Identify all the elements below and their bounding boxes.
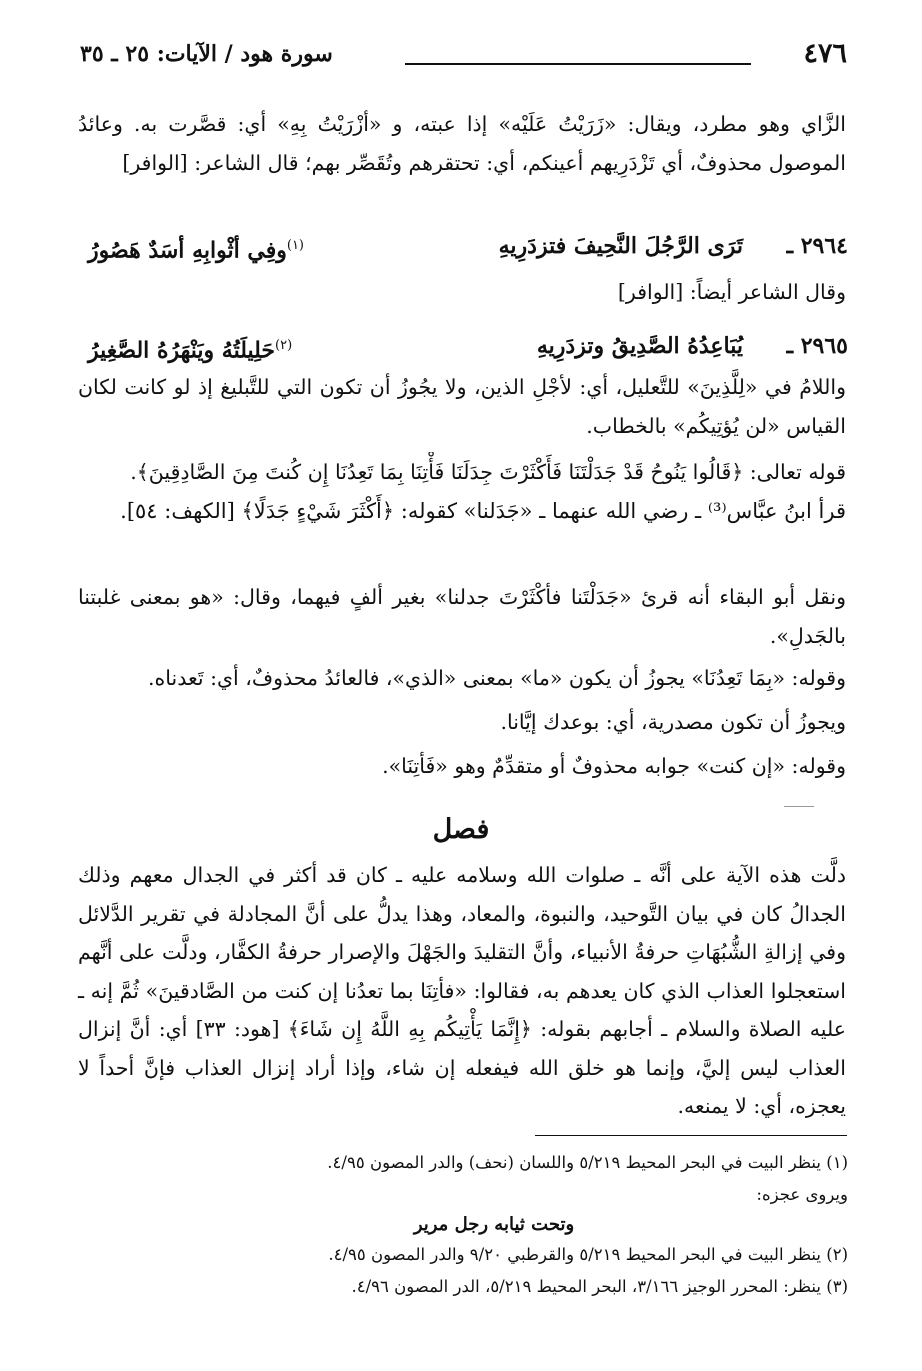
footnote-rule (535, 1135, 847, 1136)
paragraph-4: ونقل أبو البقاء أنه قرئ «جَدَلْتَنا فأكْثَرْتَ جدلنا» بغير ألفٍ فيهما، وقال: «هو بمعنى غلبتنا بالجَدلِ». (78, 585, 846, 648)
footnote-1: (١) ينظر البيت في البحر المحيط ٥/٢١٩ واللسان (نحف) والدر المصون ٤/٩٥. (327, 1153, 848, 1172)
header-rule (405, 63, 751, 65)
paragraph-3: قرأ ابنُ عبَّاس⁽³⁾ ـ رضي الله عنهما ـ «جَدَلنا» كقوله: ﴿أَكْثَرَ شَيْءٍ جَدَلًا﴾ [الكهف: ٥٤]. (120, 499, 846, 523)
line-7: وقوله: «إن كنت» جوابه محذوفٌ أو متقدِّمٌ وهو «فَأتِنَا». (382, 754, 846, 778)
footnote-1-verse: وتحت ثيابه رجل مرير (413, 1214, 575, 1235)
paragraph-1: الزَّاي وهو مطرد، ويقال: «زَرَيْتُ عَلَيْه» إذا عبته، و «أزْرَيْتُ بِهِ» أي: قصَّرت به. وعائدُ الموصول محذوفٌ، أي تَزْدَرِيهم أعينكم، أي: تحتقرهم وتُقَصِّر بهم؛ قال الشاعر: [الوافر] (78, 112, 846, 175)
footnote-3: (٣) ينظر: المحرر الوجيز ٣/١٦٦، البحر المحيط ٥/٢١٩، الدر المصون ٤/٩٦. (351, 1277, 848, 1296)
paragraph-8: دلَّت هذه الآية على أنَّه ـ صلوات الله وسلامه عليه ـ كان قد أكثر في الجدال معهم وذلك الجدالُ كان في بيان التَّوحيد، والنبوة، والمعاد، وهذا يدلُّ على أنَّ المجادلة في تقرير الدَّلائل وفي إزالةِ الشُّبُهَاتِ حرفةُ الأنبياء، وأنَّ التقليدَ والجَهْلَ والإصرار حرفةُ الكفَّار، ودلَّت على أنَّهم استعجلوا العذاب الذي كان يعدهم به، فقالوا: «فأتِنَا بما تعدُنا إن كنت من الصَّادقينَ» ثُمَّ إنه ـ عليه الصلاة والسلام ـ أجابهم بقوله: ﴿إِنَّمَا يَأْتِيكُم بِهِ اللَّهُ إِن شَاءَ﴾ [هود: ٣٣] أي: أنَّ إنزال العذاب ليس إليَّ، وإنما هو خلق الله فيفعله إن شاء، وإذا أراد إنزال العذاب فإنَّ أحداً لا يعجزه، أي: لا يمنعه. (78, 863, 846, 1118)
quran-verse-line: قوله تعالى: ﴿قَالُوا يَنُوحُ قَدْ جَدَلْتَنَا فَأَكْثَرْتَ جِدَلَنَا فَأْتِنَا بِمَا تَعِدُنَا إِن كُنتَ مِنَ الصَّادِقِينَ﴾. (130, 460, 846, 484)
verse-2964 (78, 222, 848, 270)
verse-hemistich-2: $^{(١)}$وفِي أثْوابِهِ أسَدٌ هَصُورُ (88, 237, 304, 264)
verse-2965 (78, 322, 848, 370)
poet-attribution: وقال الشاعر أيضاً: [الوافر] (617, 280, 846, 304)
verse-hemistich-1: تَرَى الرَّجُلَ النَّحِيفَ فتزدَرِيهِ (498, 233, 743, 259)
footnote-2: (٢) ينظر البيت في البحر المحيط ٥/٢١٩ والقرطبي ٩/٢٠ والدر المصون ٤/٩٥. (328, 1245, 848, 1264)
line-6: ويجوزُ أن تكون مصدرية، أي: بوعدك إيَّانا. (500, 710, 846, 734)
verse-number: ٢٩٦٥ ـ (786, 333, 848, 359)
line-5: وقوله: «بِمَا تَعِدُنَا» يجوزُ أن يكون «ما» بمعنى «الذي»، فالعائدُ محذوفٌ، أي: تَعدناه. (147, 666, 846, 690)
footnote-1-variant: ويروى عجزه: (756, 1185, 848, 1204)
footnote-ref: (٢) (275, 338, 293, 353)
page-header (80, 34, 847, 74)
running-title: سورة هود / الآيات: ٢٥ ـ ٣٥ (80, 41, 333, 67)
paragraph-2: واللامُ في «لِلَّذِينَ» للتَّعليل، أي: لأجْلِ الذين، ولا يجُوزُ أن تكون التي للتَّبليغ إذ لو كانت لكان القياس «لن يُؤتِيكُم» بالخطاب. (78, 375, 846, 438)
divider-dash (784, 806, 814, 807)
section-title: فصل (432, 814, 490, 845)
page-number: ٤٧٦ (803, 38, 847, 69)
verse-hemistich-2: $^{(٢)}$حَلِيلَتُهُ ويَنْهَرُهُ الصَّغِيرُ (88, 337, 293, 364)
verse-hemistich-1: يُبَاعِدُهُ الصَّدِيقُ وتزدَرِيهِ (536, 333, 743, 359)
verse-number: ٢٩٦٤ ـ (786, 233, 848, 259)
footnote-ref: (١) (286, 238, 304, 253)
